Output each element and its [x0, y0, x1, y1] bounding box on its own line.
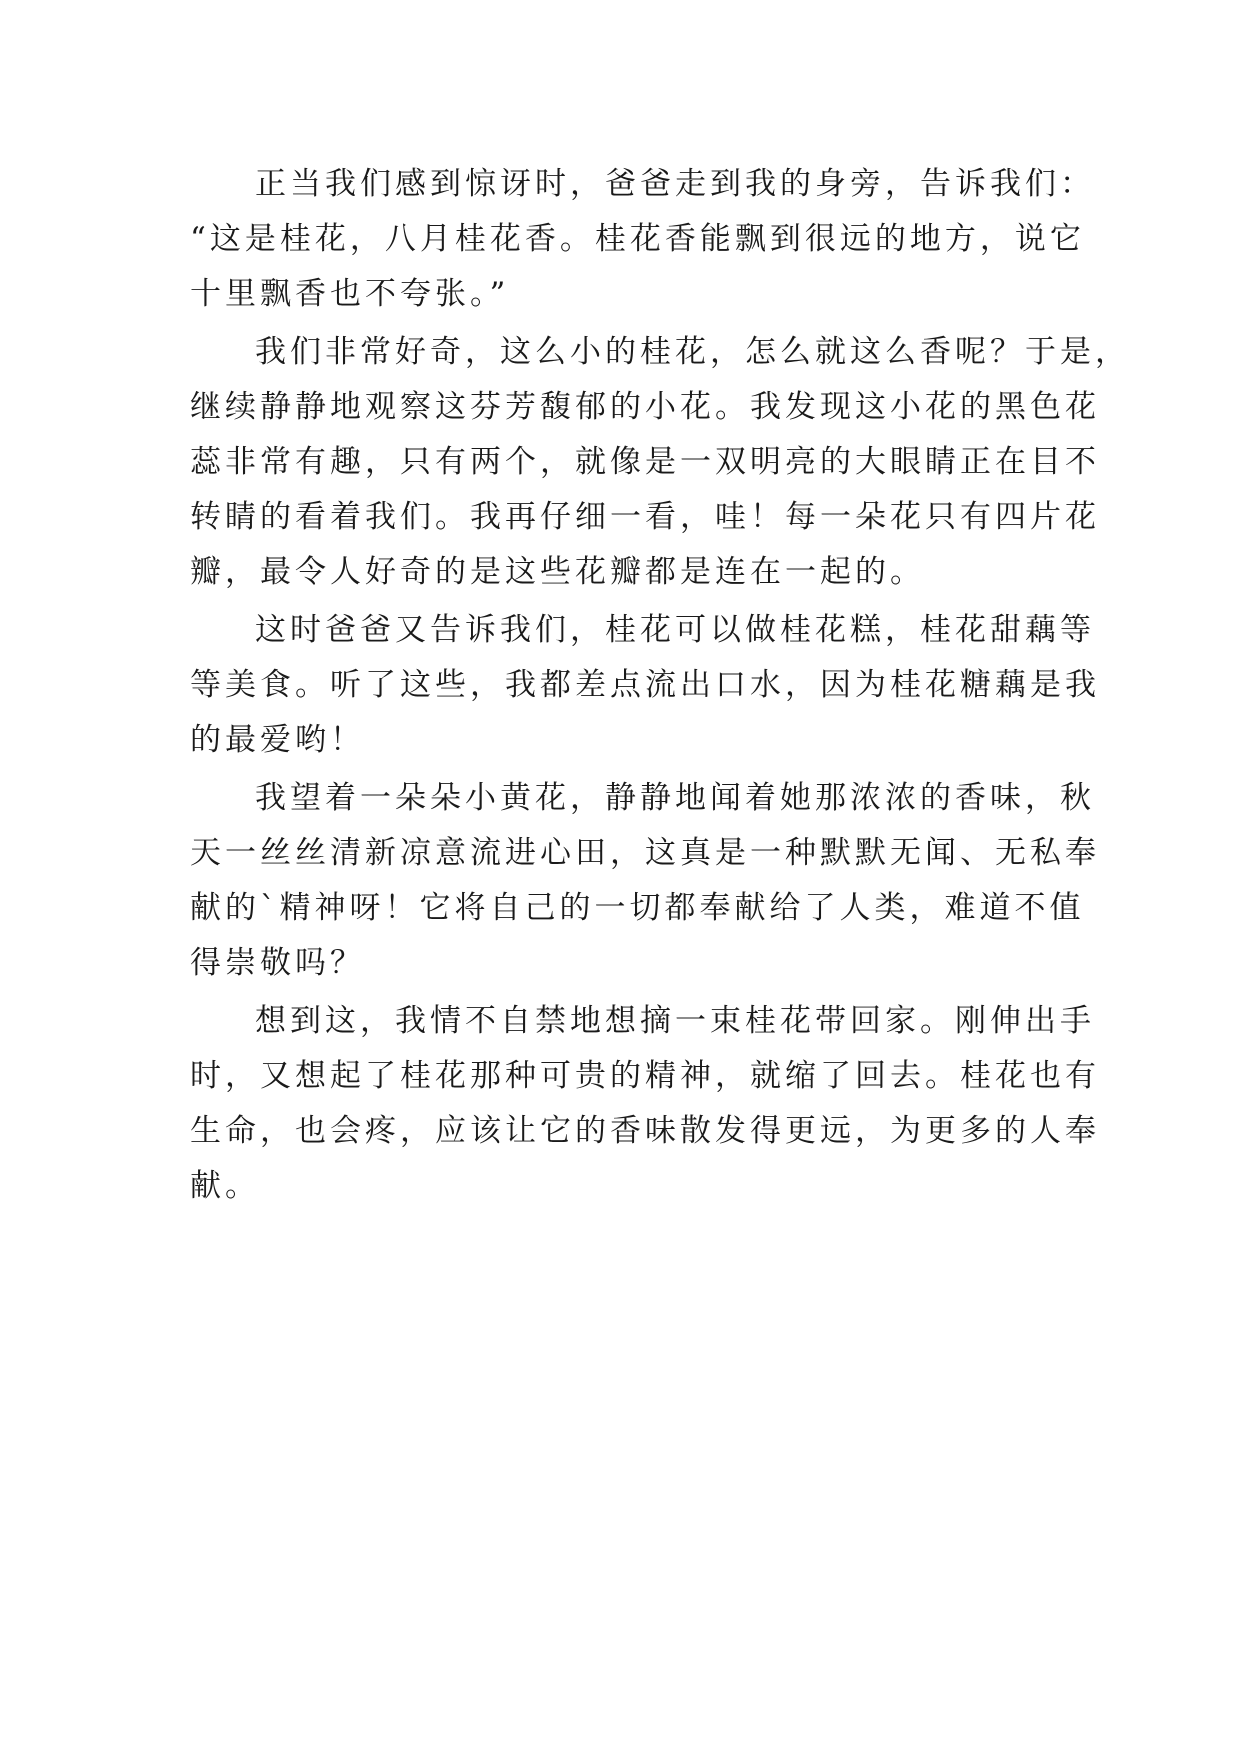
paragraph-line: 等美食。听了这些，我都差点流出口水，因为桂花糖藕是我: [190, 667, 1100, 703]
paragraph-line: 十里飘香也不夸张。”: [190, 276, 510, 312]
paragraph-line: 正当我们感到惊讶时，爸爸走到我的身旁，告诉我们：: [255, 166, 1095, 202]
paragraph-line: 得崇敬吗？: [190, 945, 365, 981]
paragraph-line: 的最爱哟！: [190, 722, 365, 758]
paragraph-line: 这时爸爸又告诉我们，桂花可以做桂花糕，桂花甜藕等: [255, 612, 1095, 648]
paragraph-3: [190, 603, 1100, 768]
paragraph-line: 献。: [190, 1168, 260, 1204]
paragraph-line: 献的`精神呀！它将自己的一切都奉献给了人类，难道不值: [190, 890, 1085, 926]
paragraph-1: [190, 157, 1095, 322]
paragraph-line: 瓣，最令人好奇的是这些花瓣都是连在一起的。: [190, 554, 925, 590]
paragraph-line: 想到这，我情不自禁地想摘一束桂花带回家。刚伸出手: [255, 1003, 1095, 1039]
paragraph-line: 时，又想起了桂花那种可贵的精神，就缩了回去。桂花也有: [190, 1058, 1100, 1094]
paragraph-line: 继续静静地观察这芬芳馥郁的小花。我发现这小花的黑色花: [190, 389, 1100, 425]
essay-body: [190, 157, 1130, 1214]
paragraph-line: 我们非常好奇，这么小的桂花，怎么就这么香呢？于是，: [255, 334, 1130, 370]
paragraph-line: 蕊非常有趣，只有两个，就像是一双明亮的大眼睛正在目不: [190, 444, 1100, 480]
paragraph-4: [190, 771, 1100, 991]
paragraph-line: 我望着一朵朵小黄花，静静地闻着她那浓浓的香味，秋: [255, 780, 1095, 816]
paragraph-line: 生命，也会疼，应该让它的香味散发得更远，为更多的人奉: [190, 1113, 1100, 1149]
paragraph-5: [190, 994, 1100, 1214]
paragraph-line: “这是桂花，八月桂花香。桂花香能飘到很远的地方，说它: [190, 221, 1085, 257]
paragraph-line: 转睛的看着我们。我再仔细一看，哇！每一朵花只有四片花: [190, 499, 1100, 535]
paragraph-line: 天一丝丝清新凉意流进心田，这真是一种默默无闻、无私奉: [190, 835, 1100, 871]
paragraph-2: [190, 325, 1130, 600]
